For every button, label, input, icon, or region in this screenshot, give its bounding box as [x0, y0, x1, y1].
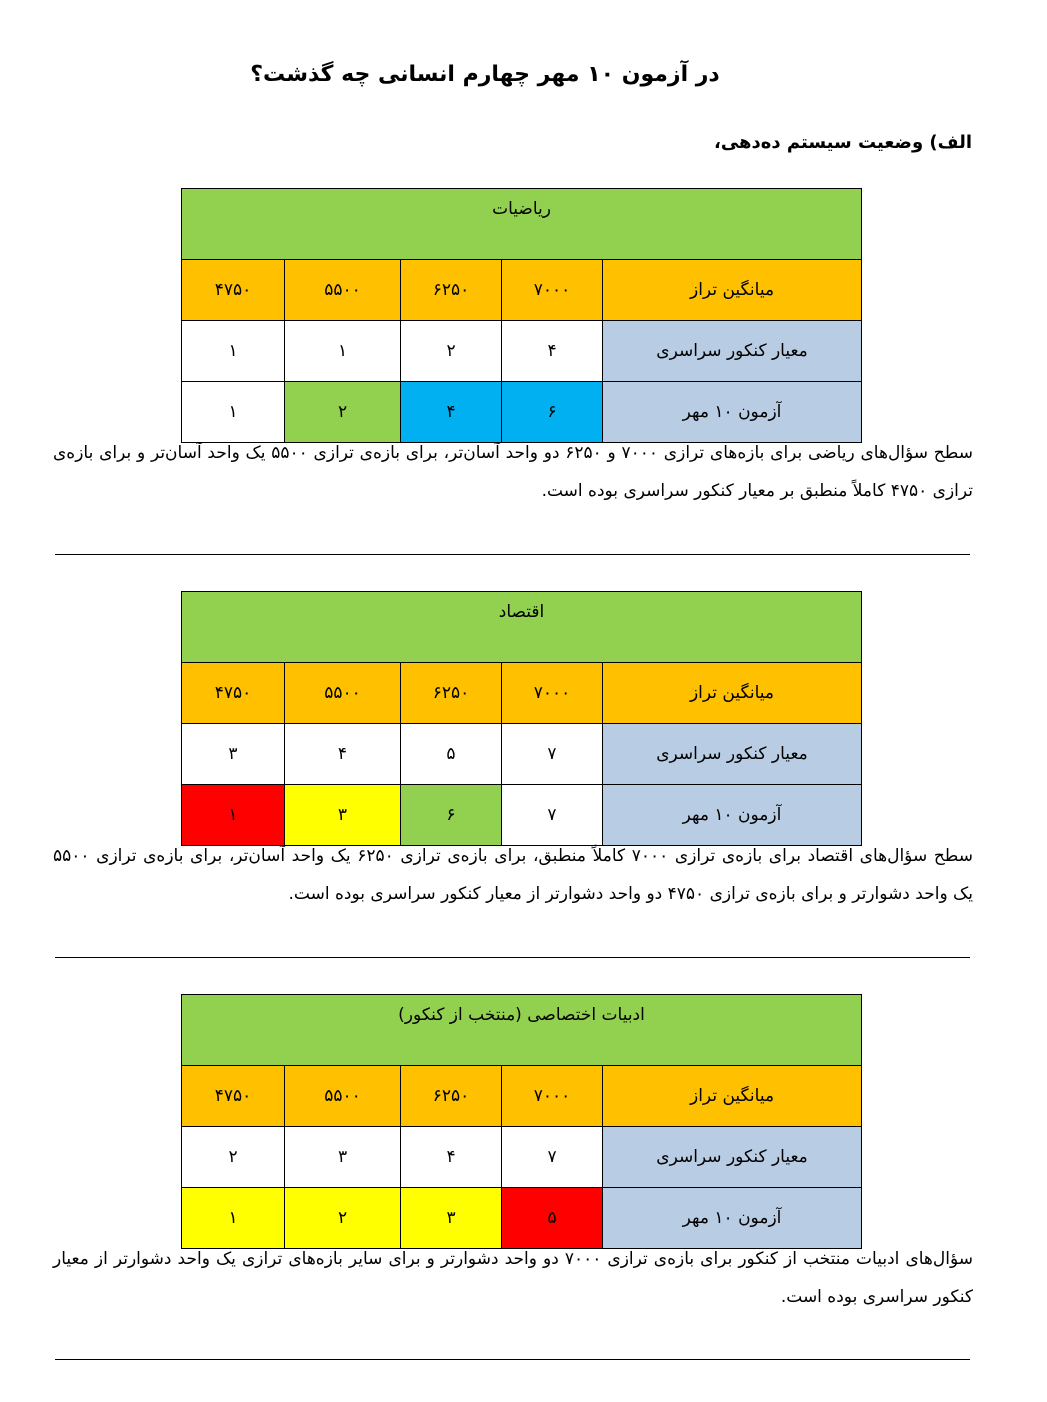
subject-title: اقتصاد	[182, 592, 862, 663]
header-label: میانگین تراز	[603, 260, 862, 321]
table-description: سطح سؤال‌های ریاضی برای بازه‌های ترازی ۷۰۰۰ و ۶۲۵۰ دو واحد آسان‌تر، برای بازه‌ی ترازی ۵۵۰۰ یک واحد آسان‌تر و برای بازه‌ی ترازی ۴۷۵۰ کاملاً منطبق بر معیار کنکور سراسری بوده است.	[53, 443, 973, 501]
national-value-cell: ۴	[401, 1127, 502, 1188]
level-cell: ۴۷۵۰	[182, 260, 285, 321]
score-table	[181, 994, 862, 1249]
exam-value-cell: ۲	[285, 1188, 401, 1249]
score-table	[181, 188, 862, 443]
row-label-national: معیار کنکور سراسری	[603, 724, 862, 785]
level-cell: ۶۲۵۰	[401, 1066, 502, 1127]
level-cell: ۴۷۵۰	[182, 663, 285, 724]
row-label-exam: آزمون ۱۰ مهر	[603, 785, 862, 846]
exam-value-cell: ۱	[182, 1188, 285, 1249]
exam-value-cell: ۱	[182, 382, 285, 443]
national-value-cell: ۲	[182, 1127, 285, 1188]
national-value-cell: ۲	[401, 321, 502, 382]
level-cell: ۶۲۵۰	[401, 663, 502, 724]
exam-value-cell: ۵	[502, 1188, 603, 1249]
row-label-national: معیار کنکور سراسری	[603, 1127, 862, 1188]
score-table	[181, 591, 862, 846]
section-heading: الف) وضعیت سیستم ده‌دهی،	[714, 132, 972, 153]
national-value-cell: ۴	[285, 724, 401, 785]
national-value-cell: ۱	[182, 321, 285, 382]
section-divider	[55, 957, 970, 958]
exam-value-cell: ۲	[285, 382, 401, 443]
row-label-exam: آزمون ۱۰ مهر	[603, 382, 862, 443]
header-label: میانگین تراز	[603, 663, 862, 724]
exam-value-cell: ۶	[401, 785, 502, 846]
national-value-cell: ۳	[285, 1127, 401, 1188]
national-value-cell: ۱	[285, 321, 401, 382]
table-description: سطح سؤال‌های اقتصاد برای بازه‌ی ترازی ۷۰۰۰ کاملاً منطبق، برای بازه‌ی ترازی ۶۲۵۰ یک واحد آسان‌تر، برای بازه‌ی ترازی ۵۵۰۰ یک واحد دشوارتر و برای بازه‌ی ترازی ۴۷۵۰ دو واحد دشوارتر از معیار کنکور سراسری بوده است.	[53, 846, 973, 904]
level-cell: ۷۰۰۰	[502, 1066, 603, 1127]
section-divider	[55, 1359, 970, 1360]
table-description: سؤال‌های ادبیات منتخب از کنکور برای بازه‌ی ترازی ۷۰۰۰ دو واحد دشوارتر و برای سایر بازه‌های ترازی یک واحد دشوارتر از معیار کنکور سراسری بوده است.	[53, 1249, 973, 1307]
level-cell: ۵۵۰۰	[285, 663, 401, 724]
page-title: در آزمون ۱۰ مهر چهارم انسانی چه گذشت؟	[250, 62, 720, 87]
header-label: میانگین تراز	[603, 1066, 862, 1127]
national-value-cell: ۷	[502, 1127, 603, 1188]
national-value-cell: ۷	[502, 724, 603, 785]
level-cell: ۴۷۵۰	[182, 1066, 285, 1127]
subject-title: ریاضیات	[182, 189, 862, 260]
national-value-cell: ۳	[182, 724, 285, 785]
exam-value-cell: ۶	[502, 382, 603, 443]
national-value-cell: ۵	[401, 724, 502, 785]
section-divider	[55, 554, 970, 555]
level-cell: ۵۵۰۰	[285, 260, 401, 321]
exam-value-cell: ۱	[182, 785, 285, 846]
level-cell: ۷۰۰۰	[502, 663, 603, 724]
national-value-cell: ۴	[502, 321, 603, 382]
level-cell: ۷۰۰۰	[502, 260, 603, 321]
exam-value-cell: ۳	[401, 1188, 502, 1249]
exam-value-cell: ۴	[401, 382, 502, 443]
level-cell: ۶۲۵۰	[401, 260, 502, 321]
row-label-national: معیار کنکور سراسری	[603, 321, 862, 382]
exam-value-cell: ۷	[502, 785, 603, 846]
subject-title: ادبیات اختصاصی (منتخب از کنکور)	[182, 995, 862, 1066]
row-label-exam: آزمون ۱۰ مهر	[603, 1188, 862, 1249]
level-cell: ۵۵۰۰	[285, 1066, 401, 1127]
exam-value-cell: ۳	[285, 785, 401, 846]
